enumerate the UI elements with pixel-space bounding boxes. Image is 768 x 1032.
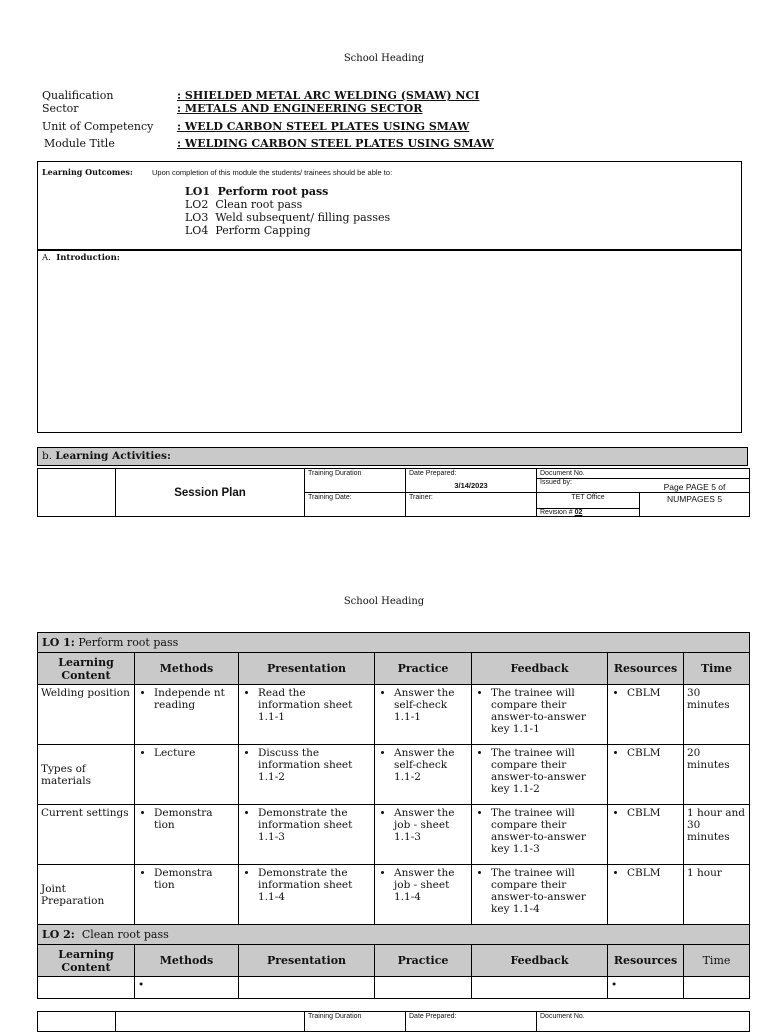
- list-item: • The trainee will compare their answer-to-answer key 1.1-2: [491, 747, 604, 795]
- col-learning-content: Learning Content: [38, 653, 135, 685]
- cell-practice: [375, 685, 472, 745]
- lo2-title: Clean root pass: [81, 928, 169, 941]
- date-prepared-value: 3/14/2023: [454, 481, 488, 490]
- cell-presentation: [239, 685, 375, 745]
- lo2-band: [38, 925, 750, 945]
- cell-presentation: [239, 977, 375, 999]
- cell-content: [38, 977, 135, 999]
- cell-feedback: [472, 865, 608, 925]
- lo-code: LO1: [185, 185, 210, 198]
- list-item: • Demonstrate the information sheet 1.1-3: [258, 807, 371, 843]
- unit-of-competency-label: Unit of Competency: [42, 120, 154, 133]
- table-row: [38, 865, 750, 925]
- footer-blank-cell: [38, 1012, 116, 1032]
- list-item: • Discuss the information sheet 1.1-2: [258, 747, 371, 783]
- training-duration-label: Training Duration: [305, 1012, 406, 1032]
- qualification-label: Qualification: [42, 89, 114, 102]
- cell-practice: [375, 805, 472, 865]
- lo2-code: LO 2:: [42, 928, 75, 941]
- cell-time: [684, 977, 750, 999]
- list-item: • CBLM: [627, 747, 680, 759]
- list-item: • The trainee will compare their answer-to-answer key 1.1-3: [491, 807, 604, 855]
- unit-of-competency-value: : WELD CARBON STEEL PLATES USING SMAW: [177, 120, 470, 133]
- lo2-col-resources: Resources: [608, 945, 684, 977]
- page-number-line2: NUMPAGES 5: [666, 494, 723, 504]
- cell-resources: [608, 865, 684, 925]
- document-no-label: Document No.: [537, 469, 749, 479]
- lo-code: LO2: [185, 198, 209, 211]
- list-item: • Independe nt reading: [154, 687, 235, 711]
- cell-presentation: [239, 805, 375, 865]
- issued-by-value: TET Office: [571, 494, 605, 501]
- lo-code: LO4: [185, 224, 209, 237]
- table-row: [38, 805, 750, 865]
- cell-methods: [135, 745, 239, 805]
- lo1-code: LO 1:: [42, 636, 75, 649]
- lo-text: Weld subsequent/ filling passes: [215, 211, 391, 224]
- lo2-col-practice: Practice: [375, 945, 472, 977]
- module-title-label: Module Title: [44, 137, 115, 150]
- date-prepared-label: Date Prepared:: [406, 1012, 537, 1032]
- sector-label: Sector: [42, 102, 79, 115]
- training-duration-label: Training Duration: [305, 469, 406, 493]
- table-row: [38, 745, 750, 805]
- list-item: • Demonstra tion: [154, 867, 235, 891]
- list-item: • The trainee will compare their answer-to-answer key 1.1-4: [491, 867, 604, 915]
- cell-resources: [608, 805, 684, 865]
- lo2-col-presentation: Presentation: [239, 945, 375, 977]
- cell-content: Welding position: [38, 685, 135, 745]
- trainer-label: Trainer:: [406, 493, 537, 517]
- list-item: • Lecture: [154, 747, 235, 759]
- revision-label: Revision #: [540, 509, 573, 516]
- learning-activities-heading: [42, 450, 171, 462]
- cell-presentation: [239, 865, 375, 925]
- lo2-col-time: Time: [684, 945, 750, 977]
- cell-time: 30 minutes: [684, 685, 750, 745]
- learning-outcomes-label: Learning Outcomes:: [42, 167, 133, 177]
- session-plan-title: Session Plan: [116, 469, 305, 517]
- footer-blank-cell: [116, 1012, 305, 1032]
- list-item: • Answer the self-check 1.1-2: [394, 747, 468, 783]
- page-number-cell: [640, 482, 750, 517]
- learning-activities-band: [37, 447, 748, 466]
- introduction-box: [37, 249, 742, 433]
- cell-content: Current settings: [38, 805, 135, 865]
- document-no-label: Document No.: [537, 1012, 750, 1032]
- cell-resources: [608, 745, 684, 805]
- cell-methods: [135, 805, 239, 865]
- revision-value: 02: [574, 509, 583, 516]
- list-item: • Demonstrate the information sheet 1.1-4: [258, 867, 371, 903]
- introduction-prefix: A.: [42, 253, 51, 263]
- list-item: • The trainee will compare their answer-to-answer key 1.1-1: [491, 687, 604, 735]
- learning-outcomes-box: [37, 161, 742, 251]
- lo-item-4: [185, 224, 311, 237]
- col-practice: Practice: [375, 653, 472, 685]
- list-item: • CBLM: [627, 687, 680, 699]
- table-row: [38, 685, 750, 745]
- list-item: • Read the information sheet 1.1-1: [258, 687, 371, 723]
- lo-text: Perform root pass: [217, 185, 329, 198]
- cell-time: 1 hour: [684, 865, 750, 925]
- introduction-heading: [42, 253, 120, 263]
- qualification-value: : SHIELDED METAL ARC WELDING (SMAW) NCI: [177, 89, 480, 102]
- table-row: [38, 977, 750, 999]
- cell-feedback: [472, 685, 608, 745]
- sector-value: : METALS AND ENGINEERING SECTOR: [177, 102, 423, 115]
- page-number-line1: Page PAGE 5 of: [663, 482, 726, 492]
- cell-content: Joint Preparation: [38, 865, 135, 925]
- cell-practice: [375, 977, 472, 999]
- col-time: Time: [684, 653, 750, 685]
- issued-revision-cell: [537, 493, 640, 517]
- cell-practice: [375, 745, 472, 805]
- training-date-label: Training Date:: [305, 493, 406, 517]
- date-prepared-label: Date Prepared:: [409, 470, 457, 477]
- cell-practice: [375, 865, 472, 925]
- cell-time: 20 minutes: [684, 745, 750, 805]
- module-title-value: : WELDING CARBON STEEL PLATES USING SMAW: [177, 137, 494, 150]
- lo2-col-feedback: Feedback: [472, 945, 608, 977]
- lo-item-2: [185, 198, 302, 211]
- lo1-band: [38, 633, 750, 653]
- lo-text: Perform Capping: [215, 224, 311, 237]
- lo1-table: [37, 632, 750, 999]
- school-heading-page2: School Heading: [343, 596, 425, 607]
- cell-resources: [608, 685, 684, 745]
- lo-item-1: [185, 185, 328, 198]
- introduction-label: Introduction:: [56, 253, 120, 263]
- cell-feedback: [472, 805, 608, 865]
- cell-methods: [135, 685, 239, 745]
- cell-resources: •: [608, 977, 684, 999]
- col-resources: Resources: [608, 653, 684, 685]
- list-item: • Answer the job - sheet 1.1-3: [394, 807, 468, 843]
- list-item: • CBLM: [627, 867, 680, 879]
- lo2-col-learning-content: Learning Content: [38, 945, 135, 977]
- issued-by-label: Issued by:: [540, 479, 572, 486]
- revision-row: [537, 508, 639, 516]
- page2-footer: [37, 1011, 750, 1032]
- lo-text: Clean root pass: [215, 198, 303, 211]
- list-item: • Demonstra tion: [154, 807, 235, 831]
- col-feedback: Feedback: [472, 653, 608, 685]
- lo1-title: Perform root pass: [78, 636, 179, 649]
- cell-methods: [135, 865, 239, 925]
- learning-activities-label: Learning Activities:: [55, 450, 171, 462]
- lo-code: LO3: [185, 211, 209, 224]
- cell-presentation: [239, 745, 375, 805]
- footer-blank-cell: [38, 469, 116, 517]
- cell-methods: •: [135, 977, 239, 999]
- cell-feedback: [472, 745, 608, 805]
- date-prepared-cell: [406, 469, 537, 493]
- list-item: • Answer the self-check 1.1-1: [394, 687, 468, 723]
- list-item: • Answer the job - sheet 1.1-4: [394, 867, 468, 903]
- learning-activities-prefix: b.: [42, 450, 53, 462]
- school-heading: School Heading: [343, 53, 425, 64]
- session-plan-footer: [37, 468, 750, 517]
- cell-content: Types of materials: [38, 745, 135, 805]
- lo-item-3: [185, 211, 390, 224]
- lo2-col-methods: Methods: [135, 945, 239, 977]
- cell-time: 1 hour and 30 minutes: [684, 805, 750, 865]
- col-presentation: Presentation: [239, 653, 375, 685]
- cell-feedback: [472, 977, 608, 999]
- list-item: • CBLM: [627, 807, 680, 819]
- col-methods: Methods: [135, 653, 239, 685]
- learning-outcomes-intro: Upon completion of this module the students/ trainees should be able to:: [152, 168, 393, 177]
